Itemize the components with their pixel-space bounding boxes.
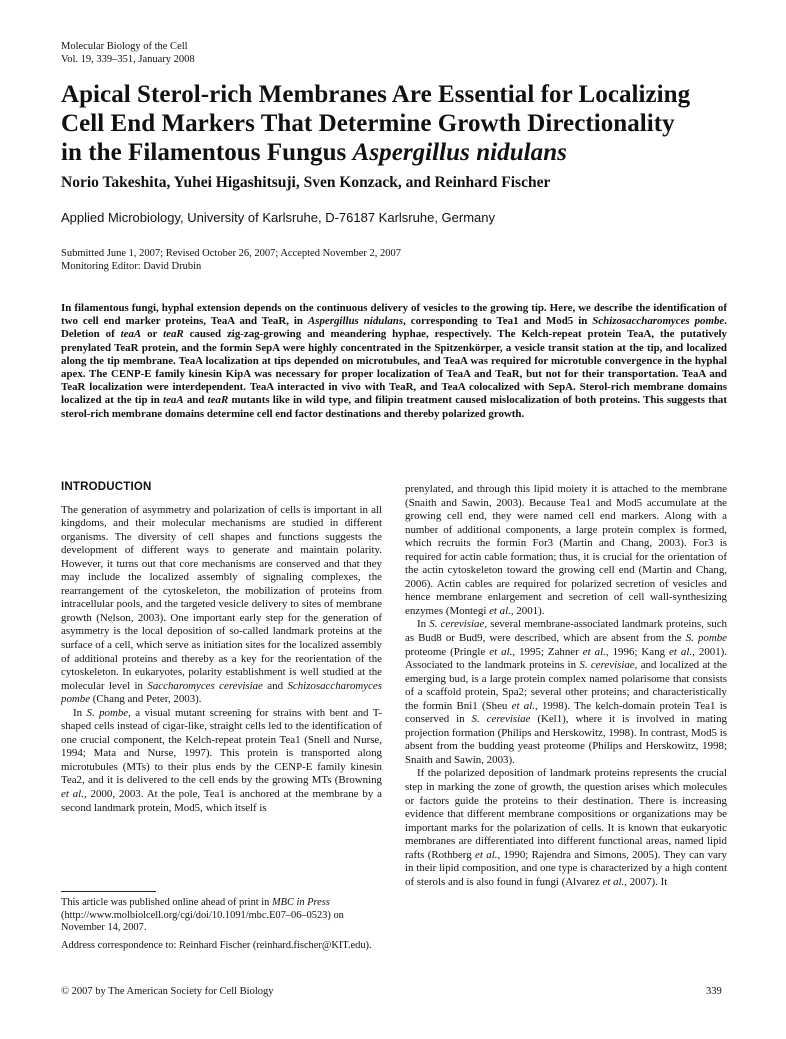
footnote-text: This article was published online ahead of print in [61, 897, 272, 908]
abstract-italic: teaR [207, 394, 229, 407]
footnote-divider [61, 891, 156, 892]
abstract-italic: Schizosaccharomyces pombe [592, 315, 725, 328]
body-italic: S. cerevisiae [471, 713, 531, 726]
body-italic: et al. [61, 788, 84, 801]
section-heading-introduction: INTRODUCTION [61, 481, 152, 493]
body-italic: et al. [602, 875, 625, 888]
body-text: The generation of asymmetry and polarization of cells is important in all kingdoms, and their molecular mechanisms are studied in different organisms. The diversity of cell shapes and functions suggests the development of different ways to generate and maintain polarity. However, it turns out that core mechanisms are conserved and that they may include the localized assembly of signaling complexes, the rearrangement of the cytoskeleton, the mobilization of proteins from intracellular pools, and the targeted vesicle delivery to sites of membrane growth (Nelson, 2003). One important early step for the generation of asymmetry is the local deposition of so-called landmark proteins at the surface of a cell, which serve as initiation sites for the localized assembly of additional proteins and thereby as a key for the reorientation of the cytoskeleton. In eukaryotes, polarity establishment is well studied at the molecular level in [61, 503, 382, 692]
body-text: In [73, 706, 87, 719]
abstract-text: , corresponding to Tea1 and Mod5 in [403, 315, 593, 328]
body-italic: et al. [489, 604, 511, 617]
body-italic: S. cerevisiae [429, 618, 485, 631]
abstract-text: caused zig-zag-growing and meandering hyphae, respectively. The Kelch-repeat protein TeaA, the putatively prenylated TeaR protein, and the formin SepA were highly concentrated in the Spitzenkörper, a vesicle transit station at the tip, and localized along the tip membrane. TeaA localization at tips depended on microtubules, and TeaA was required for microtuble convergence in the hyphal apex. The CENP-E family kinesin KipA was necessary for proper localization of TeaA and TeaR, but not for their transportation. TeaA and TeaR localization were interdependent. TeaA interacted in vivo with TeaR, and TeaA colocalized with SepA. Sterol-rich membrane domains localized at the tip in [61, 328, 728, 407]
title-line-2: Cell End Markers That Determine Growth Directionality [61, 110, 675, 137]
abstract-text: . Deletion of [61, 315, 727, 341]
body-text: , 1995; Zahner [512, 645, 583, 658]
body-italic: et al. [475, 848, 498, 861]
intro-paragraph-3 [405, 483, 727, 618]
abstract-text: In filamentous fungi, hyphal extension depends on the continuous delivery of vesicles to the growing tip. Here, we describe the identification of two cell end marker proteins, TeaA and TeaR, in [61, 302, 727, 328]
page-number: 339 [706, 986, 722, 997]
abstract-text: and [183, 394, 208, 407]
intro-paragraph-2 [61, 707, 382, 815]
right-column [405, 483, 727, 889]
body-text: , 1990; Rajendra and Simons, 2005). They can vary in their lipid composition, and one type is characterized by a high content of sterols and is also found in fungi (Alvarez [405, 848, 727, 888]
submission-dates: Submitted June 1, 2007; Revised October 26, 2007; Accepted November 2, 2007 [61, 248, 402, 259]
body-text: , 2001). [510, 604, 545, 617]
left-column [61, 481, 382, 815]
title-line-1: Apical Sterol-rich Membranes Are Essential for Localizing [61, 81, 691, 108]
body-italic: S. cerevisiae [579, 659, 635, 672]
submission-info [61, 247, 401, 273]
footnote-publication [61, 897, 382, 935]
footnote-italic: MBC in Press [271, 897, 330, 908]
title-line-3 [61, 138, 761, 167]
body-text: (Chang and Peter, 2003). [90, 693, 202, 706]
body-text: In [417, 618, 430, 631]
body-text: , a visual mutant screening for strains with bent and T-shaped cells instead of cigar-like, straight cells led to the identification of one crucial component, the Kelch-repeat protein Tea1 (Snell and Nurse, 1994; Mata and Nurse, 1997). This protein is transported along microtubules (MTs) to their plus ends by the CENP-E family kinesin Tea2, and it is delivered to the cell ends by the growing MTs (Browning [61, 706, 382, 787]
journal-name: Molecular Biology of the Cell [61, 41, 188, 52]
affiliation: Applied Microbiology, University of Karlsruhe, D-76187 Karlsruhe, Germany [61, 210, 496, 225]
monitoring-editor: Monitoring Editor: David Drubin [61, 261, 202, 272]
body-italic: Saccharomyces cerevisiae [147, 679, 263, 692]
abstract-italic: teaR [163, 328, 184, 341]
body-italic: et al. [511, 699, 535, 712]
body-text: , and localized at the emerging bud, is a large protein complex named polarisome that consists of a scaffold protein, Spa2; several other proteins; and characteristically the formin Bni1 (Sheu [405, 659, 727, 712]
body-italic: S. pombe [86, 706, 129, 719]
abstract-italic: Aspergillus nidulans [307, 315, 404, 328]
body-italic: et al. [669, 645, 693, 658]
body-text: , 1998). The kelch-domain protein Tea1 is conserved in [405, 699, 727, 726]
journal-header [61, 40, 195, 66]
author-list: Norio Takeshita, Yuhei Higashitsuji, Sven Konzack, and Reinhard Fischer [61, 174, 551, 191]
footnote-text: (http://www.molbiolcell.org/cgi/doi/10.1091/mbc.E07–06–0523) on November 14, 2007. [61, 909, 344, 933]
body-text: proteome (Pringle [405, 645, 490, 658]
body-text: , several membrane-associated landmark proteins, such as Bud8 or Bud9, were described, which are absent from the [405, 618, 727, 645]
journal-volume: Vol. 19, 339–351, January 2008 [61, 54, 195, 65]
body-text: prenylated, and through this lipid moiety it is attached to the membrane (Snaith and Sawin, 2003). Because Tea1 and Mod5 accumulate at the growing cell end, they were named cell end markers. Along with a number of additional components, a large protein complex is formed, which recruits the formin For3 (Martin and Chang, 2003). For3 is required for actin cable formation; thus, it is crucial for the orientation of the actin cytoskeleton toward the growing cell end (Martin and Chang, 2006). Actin cables are required for polarized secretion of vesicles and hence membrane enlargement and secretion of cell wall-synthesizing enzymes (Montegi [405, 483, 727, 617]
footnote-correspondence: Address correspondence to: Reinhard Fischer (reinhard.fischer@KIT.edu). [61, 939, 372, 951]
body-italic: et al. [582, 645, 606, 658]
intro-paragraph-5 [405, 767, 727, 889]
body-text: If the polarized deposition of landmark proteins represents the crucial step in marking the zone of growth, the question arises which molecules or factors guide the proteins to their destination. There is increasing evidence that different membrane compositions or organizations may be important marks for the polarization of cells. It is known that eukaryotic membranes are differentiated into different functional areas, named lipid rafts (Rothberg [405, 767, 727, 861]
body-text: , 2001). Associated to the landmark proteins in [405, 645, 727, 672]
abstract-text: or [141, 328, 164, 341]
footnotes [61, 897, 382, 957]
title-species: Aspergillus nidulans [352, 139, 567, 166]
abstract [61, 302, 727, 421]
abstract-italic: teaA [163, 394, 184, 407]
copyright-notice: © 2007 by The American Society for Cell Biology [61, 986, 274, 997]
body-italic: Schizosaccharomyces pombe [61, 679, 382, 706]
body-text: (Kel1), where it is involved in mating projection formation (Philips and Herskowitz, 1998). In contrast, Mod5 is absent from the budding yeast proteome (Philips and Herskowitz, 1998; Snaith and Sawin, 2003). [405, 713, 727, 766]
intro-paragraph-1 [61, 504, 382, 707]
body-text: , 2000, 2003. At the pole, Tea1 is anchored at the membrane by a second landmark protein, Mod5, which itself is [61, 788, 382, 814]
abstract-italic: teaA [120, 328, 142, 341]
abstract-text: mutants like in wild type, and filipin treatment caused mislocalization of both proteins. This suggests that sterol-rich membrane domains determine cell end factor destinations and thereby polarized growth. [61, 394, 727, 420]
article-title [61, 80, 761, 167]
body-text: , 2007). It [624, 875, 668, 888]
body-italic: S. pombe [685, 632, 727, 645]
title-line-3-text: in the Filamentous Fungus [61, 139, 353, 166]
body-text: and [262, 679, 288, 692]
body-italic: et al. [489, 645, 513, 658]
intro-paragraph-4 [405, 618, 727, 767]
body-text: , 1996; Kang [605, 645, 670, 658]
